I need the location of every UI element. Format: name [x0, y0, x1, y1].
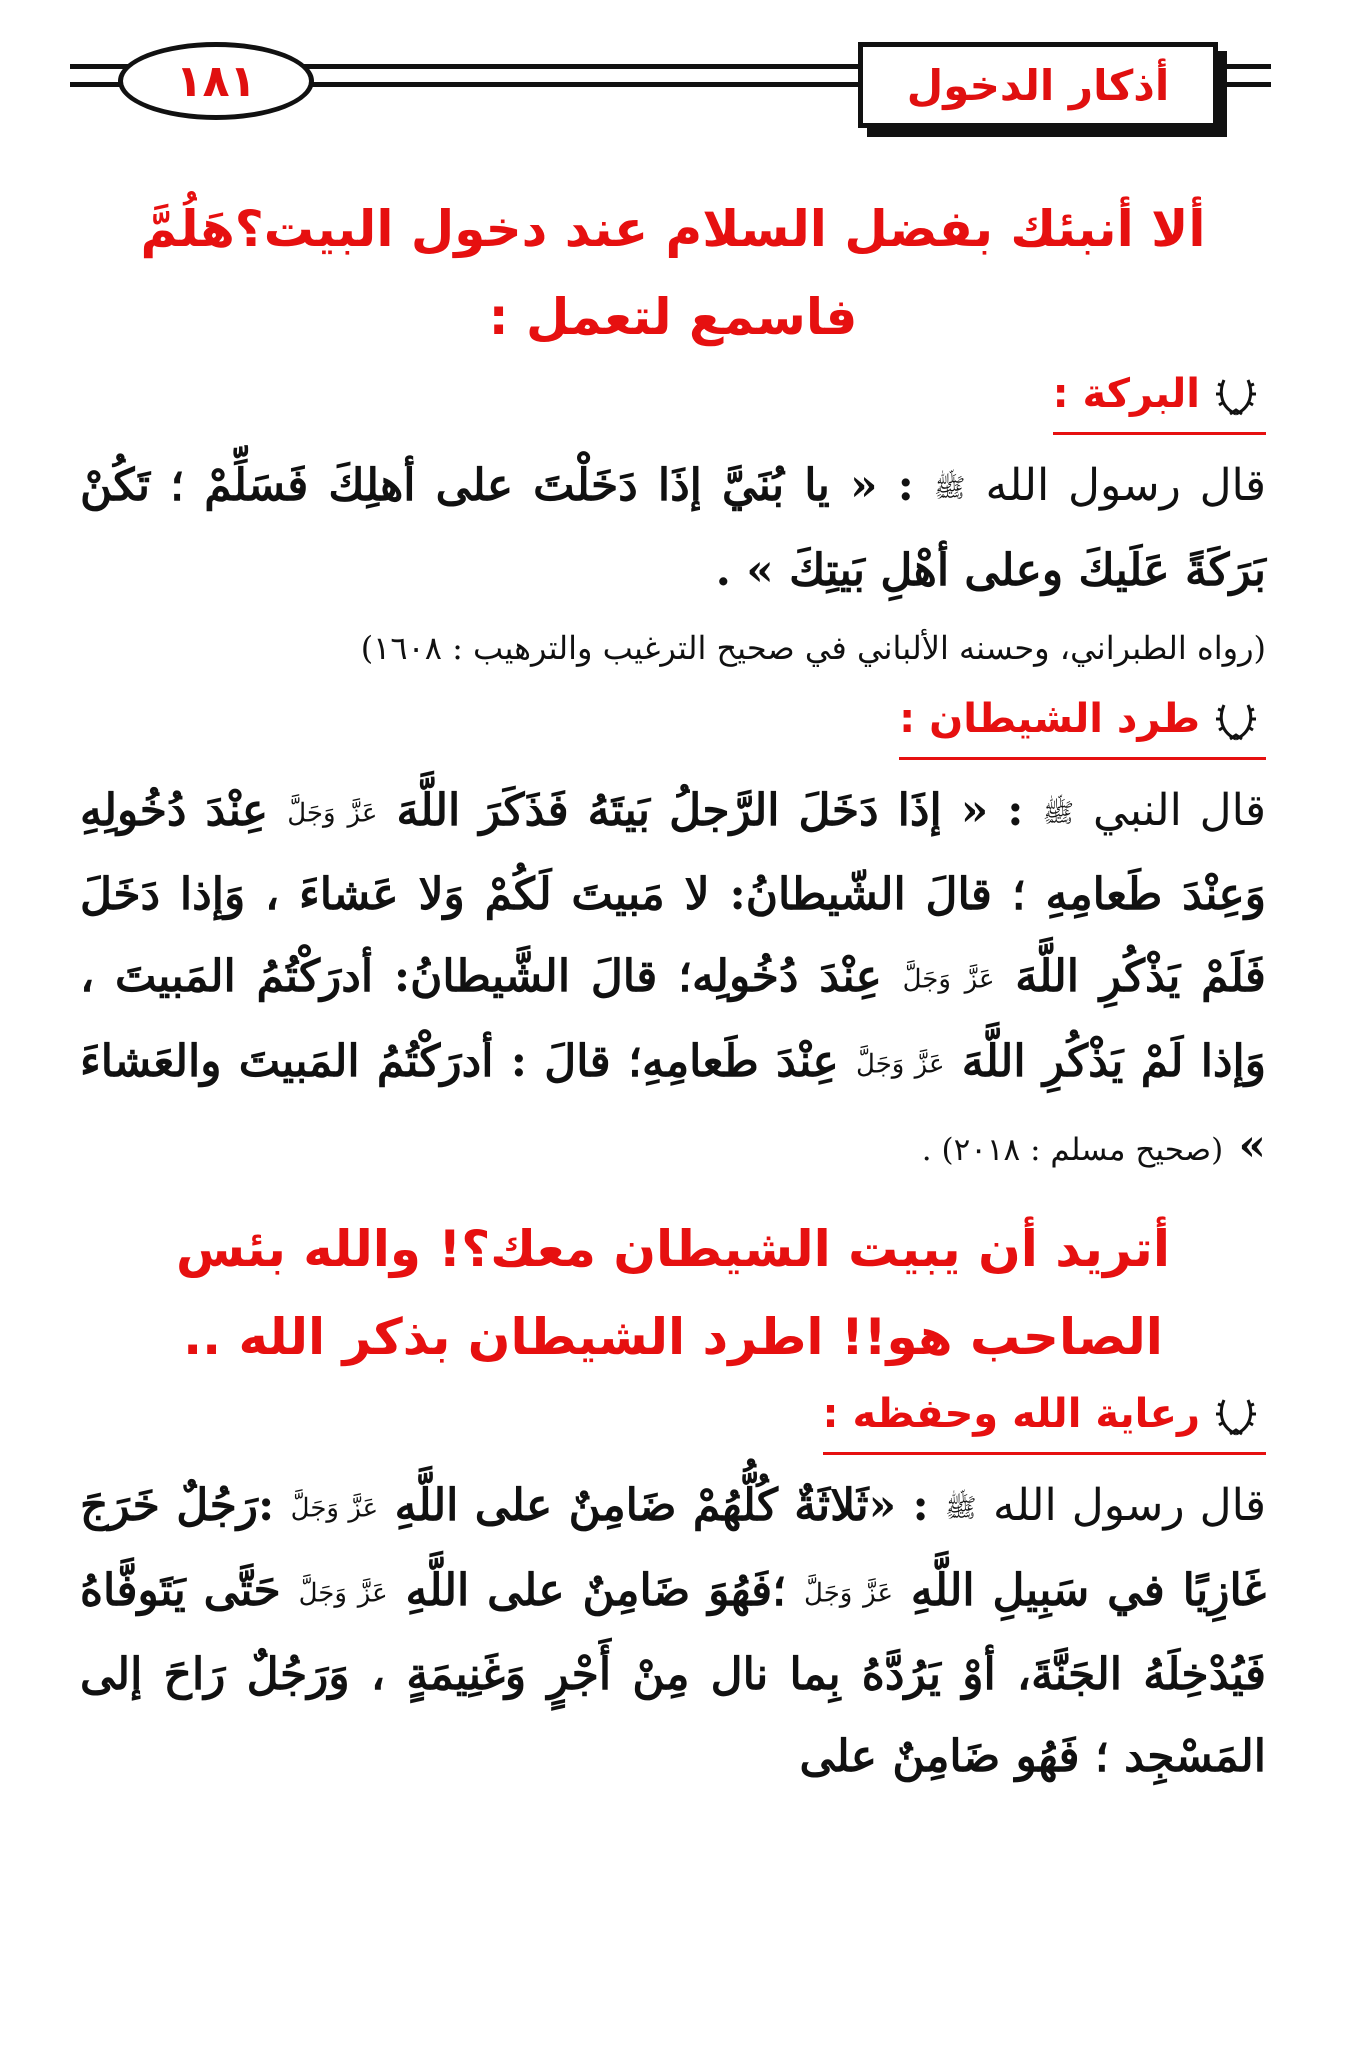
hadith-body-part: :رَجُلٌ خَرَجَ غَازِيًا في سَبِيلِ اللَّهِ [80, 1480, 1266, 1616]
hadith-body-part: عِنْدَ دُخُولِهِ وَعِنْدَ طَعامِهِ ؛ قالَ الشّيطانُ: لا مَبيتَ لَكُمْ وَلا عَشاءَ ، وَإذا دَخَلَ فَلَمْ يَذْكُرِ اللَّهَ [80, 784, 1266, 1002]
hadith-text [80, 445, 1266, 612]
section-protection [80, 1381, 1266, 1798]
page-number-badge [118, 42, 314, 120]
azza-glyph: عَزَّ وَجَلَّ [298, 1578, 388, 1608]
section-blessing [80, 361, 1266, 678]
page-content [80, 185, 1266, 1798]
section-subtitle [823, 1391, 1266, 1455]
hadith-reference: (صحيح مسلم : ٢٠١٨) . [921, 1132, 1224, 1168]
wreath-icon [1214, 374, 1258, 418]
azza-glyph: عَزَّ وَجَلَّ [856, 1049, 945, 1079]
hadith-body-part: : «ثَلاثَةٌ كُلُّهُمْ ضَامِنٌ على اللَّهِ [394, 1480, 929, 1531]
subtitle-text: رعاية الله وحفظه : [822, 1391, 1200, 1437]
intro-heading: ألا أنبئك بفضل السلام عند دخول البيت؟هَلُمَّ فاسمع لتعمل : [140, 200, 1206, 346]
hadith-body: : « يا بُنَيَّ إذَا دَخَلْتَ على أهلِكَ فَسَلِّمْ ؛ تَكُنْ بَرَكَةً عَلَيكَ وعلى أهْلِ بَيتِكَ » . [80, 460, 1266, 596]
hadith-body-part: عِنْدَ دُخُولِه؛ قالَ الشَّيطانُ: أدرَكْتُمُ المَبيتَ ، وَإذا لَمْ يَذْكُرِ اللَّهَ [80, 951, 1266, 1087]
wreath-icon [1214, 1394, 1258, 1438]
hadith-body-part: حَتَّى يَتَوفَّاهُ فَيُدْخِلَهُ الجَنَّةَ، أوْ يَرُدَّهُ بِما نال مِنْ أَجْرٍ وَغَنِيمَةٍ ، وَرَجُلٌ رَاحَ إلى المَسْجِد ؛ فَهُو ضَامِنٌ على [80, 1564, 1266, 1782]
hadith-text [80, 770, 1266, 1192]
azza-glyph: عَزَّ وَجَلَّ [287, 798, 378, 828]
page-number: ١٨١ [175, 55, 257, 107]
warning-heading: أتريد أن يبيت الشيطان معك؟! والله بئس الصاحب هو!! اطرد الشيطان بذكر الله .. [176, 1220, 1170, 1366]
section-title: أذكار الدخول [906, 60, 1170, 110]
honorific-glyph: ﷺ [933, 473, 966, 504]
hadith-lead: قال النبي [1093, 784, 1267, 836]
page-header [0, 0, 1356, 150]
section-title-box [858, 42, 1218, 128]
section-subtitle [899, 696, 1266, 760]
hadith-body-part: : « إذَا دَخَلَ الرَّجلُ بَيتَهُ فَذَكَرَ اللَّهَ [396, 784, 1024, 836]
hadith-source: (رواه الطبراني، وحسنه الألباني في صحيح الترغيب والترهيب : ١٦٠٨) [360, 628, 1266, 667]
hadith-lead: قال رسول الله [985, 460, 1266, 511]
subtitle-text: طرد الشيطان : [899, 695, 1200, 742]
wreath-icon [1214, 699, 1258, 743]
azza-glyph: عَزَّ وَجَلَّ [804, 1578, 893, 1608]
honorific-glyph: ﷺ [1042, 798, 1074, 828]
hadith-body-part: ؛فَهُوَ ضَامِنٌ على اللَّهِ [405, 1564, 787, 1616]
subtitle-text: البركة : [1052, 371, 1200, 417]
section-expel-devil [80, 686, 1266, 1192]
hadith-body-part: عِنْدَ طَعامِهِ؛ قالَ : أدرَكْتُمُ المَبيتَ والعَشاءَ » [80, 1035, 1266, 1171]
hadith-text [80, 1465, 1266, 1798]
section-subtitle [1053, 371, 1266, 435]
azza-glyph: عَزَّ وَجَلَّ [290, 1493, 379, 1524]
honorific-glyph: ﷺ [945, 1493, 977, 1524]
hadith-lead: قال رسول الله [992, 1480, 1267, 1531]
azza-glyph: عَزَّ وَجَلَّ [902, 964, 995, 995]
